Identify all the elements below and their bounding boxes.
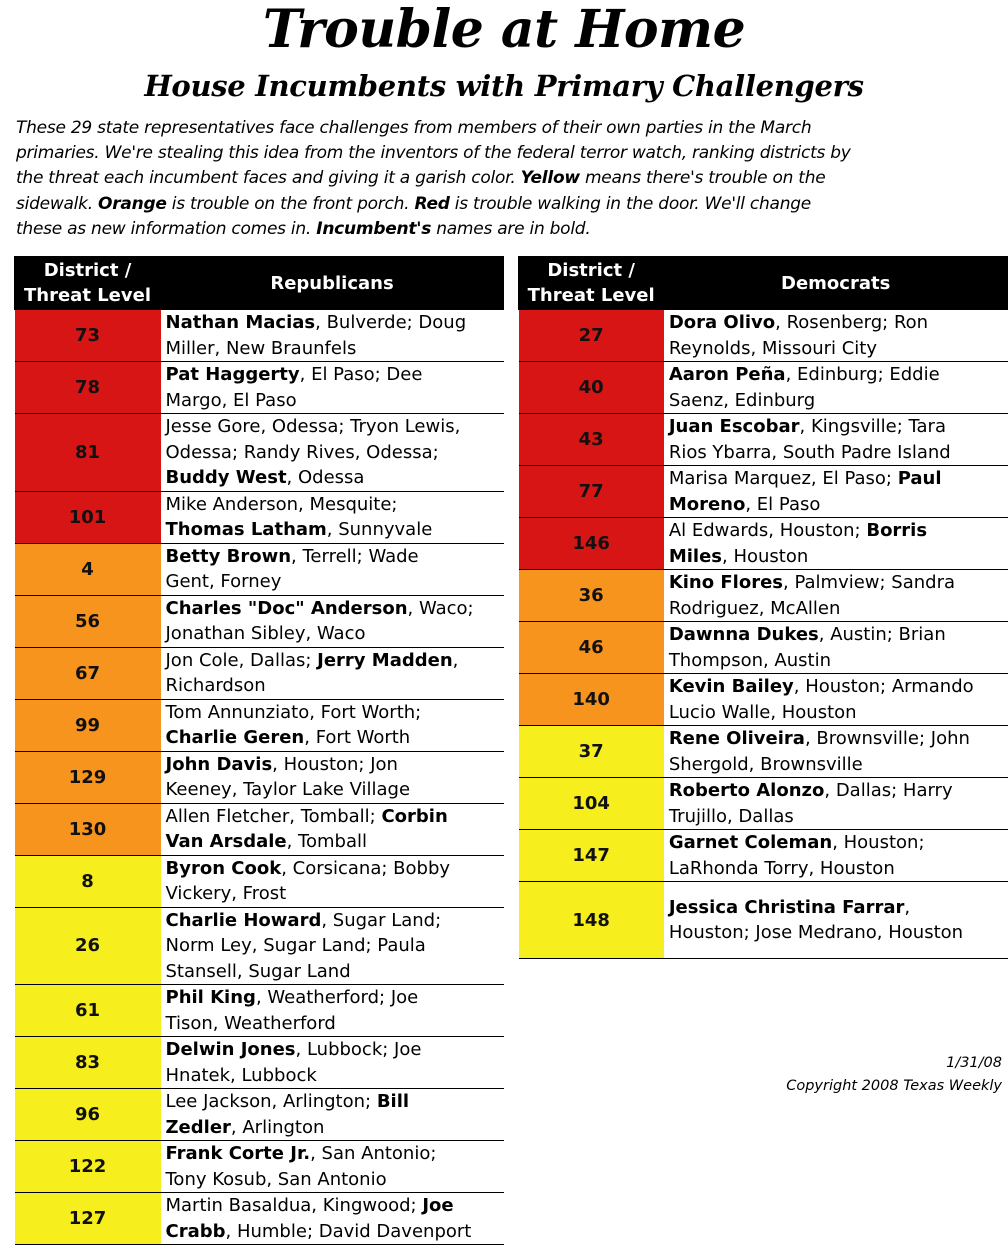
candidate-text: Saenz, Edinburg [668,389,816,411]
candidate-names [161,310,504,362]
district-number: 146 [519,518,664,570]
table-row [15,1089,504,1141]
candidate-text: Allen Fletcher, Tomball; [165,805,382,827]
incumbent-name: Charlie Geren [165,727,305,748]
candidate-text: , Bulverde; Doug [315,312,467,333]
candidate-text: Vickery, Frost [165,883,287,904]
district-number: 46 [519,622,664,674]
candidate-text: , El Paso; Dee [299,364,423,385]
district-number: 104 [519,778,664,830]
incumbent-name: Jerry Madden [317,649,453,671]
table-row [15,595,504,647]
incumbent-name: Aaron Peña [668,364,786,385]
candidate-text: , El Paso [745,493,821,515]
incumbent-name: Charles "Doc" Anderson [165,597,408,619]
candidate-text: , Rosenberg; Ron [775,312,929,333]
district-number: 40 [519,362,664,414]
candidate-names [161,907,504,985]
table-row [15,1193,504,1245]
candidate-text: Reynolds, Missouri City [668,337,878,359]
candidate-text: Jon Cole, Dallas; [165,649,318,671]
incumbent-name: Kino Flores [668,572,784,593]
intro-line: sidewalk. [16,193,99,214]
candidate-text: , San Antonio; [310,1143,437,1164]
incumbent-name: Kevin Bailey [668,676,794,697]
table-row [15,310,504,362]
incumbent-name: Thomas Latham [165,519,327,540]
candidate-text: , [452,649,459,671]
page-subtitle: House Incumbents with Primary Challengers [144,69,864,103]
candidate-names [161,751,504,803]
candidate-names [161,803,504,855]
candidate-text: Jesse Gore, Odessa; Tryon Lewis, [165,416,461,437]
table-row [15,1141,504,1193]
incumbent-name: Betty Brown [165,545,292,567]
candidate-text: , Arlington [230,1116,325,1138]
candidate-names [664,830,1008,882]
candidate-names [664,310,1008,362]
candidate-text: Tony Kosub, San Antonio [165,1168,387,1190]
candidate-text: Thompson, Austin [668,649,831,671]
intro-paragraph [16,116,1001,242]
candidate-text: , Lubbock; Joe [295,1039,422,1060]
table-row [15,855,504,907]
footer-copyright: Copyright 2008 Texas Weekly [786,1078,1002,1094]
table-row [519,778,1008,830]
candidate-names [664,518,1008,570]
candidate-text: , Austin; Brian [818,624,946,645]
candidate-text: Jonathan Sibley, Waco [165,623,366,644]
incumbent-name: Paul [897,468,942,489]
intro-orange-label: Orange [98,193,167,214]
district-number: 73 [15,310,161,362]
district-number: 43 [519,414,664,466]
district-threat-header: District / Threat Level [519,257,664,310]
candidate-text: , Terrell; Wade [291,545,419,567]
candidate-text: , Tomball [286,831,367,852]
incumbent-name: Moreno [668,493,746,515]
candidate-names [664,466,1008,518]
candidate-text: Keeney, Taylor Lake Village [165,779,411,800]
candidate-names [664,570,1008,622]
intro-line: is trouble on the front porch. [166,193,415,214]
candidate-text: , Kingsville; Tara [799,416,946,437]
district-number: 67 [15,647,161,699]
candidate-names [161,647,504,699]
candidate-text: , Edinburg; Eddie [785,364,940,385]
candidate-text: , Houston [722,545,809,567]
intro-line: these as new information comes in. [16,218,317,239]
democrats-header-row [519,257,1008,310]
candidate-text: , Houston; [832,832,925,853]
district-number: 96 [15,1089,161,1141]
candidate-text: , [904,896,911,918]
table-row [15,751,504,803]
table-row [519,518,1008,570]
incumbent-name: Charlie Howard [165,909,322,931]
table-row [519,726,1008,778]
candidate-names [664,882,1008,959]
incumbent-name: Zedler [165,1116,231,1138]
district-number: 26 [15,907,161,985]
district-number: 140 [519,674,664,726]
candidate-text: Hnatek, Lubbock [165,1064,317,1086]
candidate-text: , Corsicana; Bobby [281,857,451,879]
candidate-text: Houston; Jose Medrano, Houston [668,922,964,943]
incumbent-name: Corbin [381,805,448,827]
district-number: 129 [15,751,161,803]
candidate-text: , Houston; Jon [272,753,398,775]
table-row [15,985,504,1037]
district-number: 78 [15,362,161,414]
table-row [15,699,504,751]
candidate-names [161,595,504,647]
table-row [15,907,504,985]
candidate-names [161,985,504,1037]
candidate-text: , Fort Worth [304,727,411,748]
district-number: 61 [15,985,161,1037]
republicans-header: Republicans [161,257,504,310]
table-row [519,310,1008,362]
table-row [519,414,1008,466]
candidate-names [161,491,504,543]
candidate-text: Rodriguez, McAllen [668,597,841,619]
incumbent-name: Rene Oliveira [668,728,805,749]
candidate-text: Lucio Walle, Houston [668,701,857,723]
district-number: 130 [15,803,161,855]
table-row [15,647,504,699]
candidate-text: Stansell, Sugar Land [165,960,351,982]
district-number: 81 [15,414,161,492]
candidate-text: Miller, New Braunfels [165,337,357,359]
district-number: 77 [519,466,664,518]
intro-yellow-label: Yellow [520,168,580,189]
candidate-text: , Palmview; Sandra [783,572,956,593]
candidate-text: , Sunnyvale [326,519,433,540]
intro-line: means there's trouble on the [579,168,826,189]
incumbent-name: John Davis [165,753,273,775]
table-row [15,1037,504,1089]
candidate-names [664,362,1008,414]
candidate-text: Marisa Marquez, El Paso; [668,468,898,489]
candidate-text: Shergold, Brownsville [668,753,863,775]
candidate-text: Martin Basaldua, Kingwood; [165,1195,423,1216]
table-row [15,543,504,595]
incumbent-name: Jessica Christina Farrar [668,896,905,918]
candidate-text: Tison, Weatherford [165,1012,336,1034]
district-number: 56 [15,595,161,647]
table-row [519,570,1008,622]
candidate-text: Norm Ley, Sugar Land; Paula [165,935,426,956]
table-row [15,414,504,492]
incumbent-name: Buddy West [165,467,287,488]
candidate-names [664,622,1008,674]
intro-incumbents-label: Incumbent's [316,218,432,239]
intro-line: is trouble walking in the door. We'll change [449,193,811,214]
candidate-text: Margo, El Paso [165,389,297,411]
table-row [519,362,1008,414]
candidate-names [161,1193,504,1245]
district-number: 27 [519,310,664,362]
candidate-names [161,1089,504,1141]
candidate-names [161,543,504,595]
district-number: 101 [15,491,161,543]
candidate-text: , Waco; [407,597,474,619]
candidate-text: Tom Annunziato, Fort Worth; [165,701,422,723]
candidate-text: Odessa; Randy Rives, Odessa; [165,441,439,463]
candidate-names [664,726,1008,778]
incumbent-name: Juan Escobar [668,416,800,437]
candidate-names [161,1037,504,1089]
intro-line: names are in bold. [431,218,591,239]
incumbent-name: Van Arsdale [165,831,287,852]
republicans-header-row [15,257,504,310]
incumbent-name: Nathan Macias [165,312,316,333]
district-threat-header: District / Threat Level [15,257,161,310]
district-number: 122 [15,1141,161,1193]
incumbent-name: Byron Cook [165,857,282,879]
incumbent-name: Frank Corte Jr. [165,1143,311,1164]
district-number: 127 [15,1193,161,1245]
candidate-text: Trujillo, Dallas [668,805,794,827]
incumbent-name: Roberto Alonzo [668,780,825,801]
candidate-text: , Brownsville; John [804,728,970,749]
candidate-text: , Odessa [286,467,365,488]
table-row [519,674,1008,726]
incumbent-name: Crabb [165,1220,226,1242]
incumbent-name: Miles [668,545,722,567]
republicans-table [14,256,504,1245]
incumbent-name: Bill [376,1091,410,1112]
candidate-text: Gent, Forney [165,571,282,592]
incumbent-name: Dawnna Dukes [668,624,819,645]
district-number: 37 [519,726,664,778]
candidate-text: , Humble; David Davenport [225,1220,472,1242]
intro-red-label: Red [414,193,450,214]
table-row [519,882,1008,959]
candidate-names [161,362,504,414]
democrats-table [518,256,1008,959]
district-number: 83 [15,1037,161,1089]
page-title: Trouble at Home [262,0,746,60]
incumbent-name: Delwin Jones [165,1039,296,1060]
incumbent-name: Phil King [165,987,256,1008]
incumbent-name: Pat Haggerty [165,364,300,385]
candidate-text: Lee Jackson, Arlington; [165,1091,377,1112]
intro-line: primaries. We're stealing this idea from the inventors of the federal terror watch, ranking districts by [16,143,851,164]
district-number: 4 [15,543,161,595]
table-row [15,491,504,543]
candidate-text: Richardson [165,675,266,696]
district-number: 99 [15,699,161,751]
candidate-text: , Weatherford; Joe [255,987,419,1008]
candidate-text: , Dallas; Harry [824,780,953,801]
candidate-text: Rios Ybarra, South Padre Island [668,441,951,463]
incumbent-name: Joe [422,1195,454,1216]
candidate-text: Mike Anderson, Mesquite; [165,493,398,515]
incumbent-name: Borris [866,520,928,541]
candidate-names [664,674,1008,726]
table-row [15,362,504,414]
district-number: 8 [15,855,161,907]
table-row [519,466,1008,518]
incumbent-name: Dora Olivo [668,312,776,333]
candidate-names [161,855,504,907]
incumbent-name: Garnet Coleman [668,832,833,853]
intro-line: These 29 state representatives face challenges from members of their own parties in the March [16,118,812,138]
table-row [519,830,1008,882]
table-row [519,622,1008,674]
candidate-text: LaRhonda Torry, Houston [668,857,895,879]
candidate-names [664,778,1008,830]
intro-line: the threat each incumbent faces and giving it a garish color. [16,168,521,189]
district-number: 147 [519,830,664,882]
candidate-names [664,414,1008,466]
footer-date: 1/31/08 [946,1055,1002,1071]
candidate-text: Al Edwards, Houston; [668,520,867,541]
district-number: 148 [519,882,664,959]
candidate-text: , Sugar Land; [321,909,442,931]
candidate-names [161,1141,504,1193]
footer [786,1052,1002,1098]
district-number: 36 [519,570,664,622]
candidate-names [161,699,504,751]
democrats-header: Democrats [664,257,1008,310]
candidate-text: , Houston; Armando [793,676,974,697]
table-row [15,803,504,855]
candidate-names [161,414,504,492]
